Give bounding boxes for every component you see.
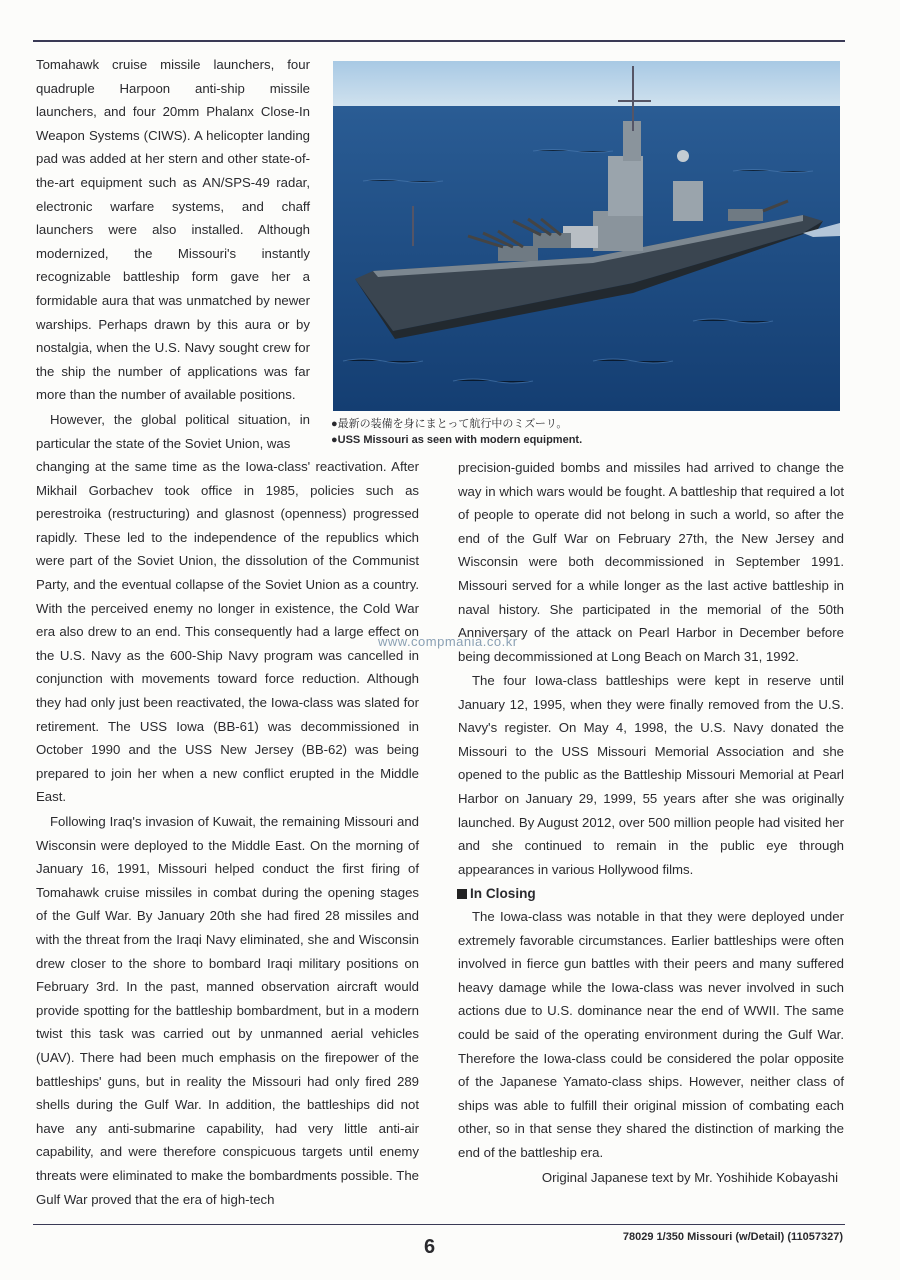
photo-caption-english: ●USS Missouri as seen with modern equipment. [331,434,583,446]
right-column-paragraph-1: precision-guided bombs and missiles had arrived to change the way in which wars would be fought. A battleship that required a lot of people to operate did not belong in such a world, so after the end of the Gulf War on February 27th, the New Jersey and Wisconsin were both decommissioned in September 1991. Missouri served for a while longer as the last active battleship in naval history. She participated in the memorial of the 50th Anniversary of the attack on Pearl Harbor in December before being decommissioned at Long Beach on March 31, 1992. [458,460,844,664]
section-heading [457,884,536,904]
top-rule [33,40,845,42]
section-heading-text: In Closing [470,886,536,901]
left-column-paragraph-3: Following Iraq's invasion of Kuwait, the remaining Missouri and Wisconsin were deployed to the Middle East. On the morning of January 16, 1991, Missouri helped conduct the first firing of Tomahawk cruise missiles in combat during the opening stages of the Gulf War. By January 20th she had fired 28 missiles and with the threat from the Iraqi Navy eliminated, she and Wisconsin drew closer to the shore to bombard Iraqi military positions on February 3rd. In the past, manned observation aircraft would provide spotting for the battleship bombardment, but in a modern twist this task was carried out by unmanned aerial vehicles (UAV). There had been much emphasis on the firepower of the battleships' guns, but in reality the Missouri had only fired 289 shells during the Gulf War. In addition, the battleships did not have any anti-submarine capability, had very little anti-air capability, and were therefore conspicuous targets until enemy threats were eliminated to make the bombardments possible. The Gulf War proved that the era of high-tech [36,814,419,1207]
bottom-rule [33,1224,845,1225]
photo-caption-japanese: ●最新の装備を身にまとって航行中のミズーリ。 [331,418,568,430]
left-top-paragraph-2-start: However, the global political situation, in particular the state of the Soviet Union, was [36,412,310,451]
photo-caption [331,416,611,448]
product-code: 78029 1/350 Missouri (w/Detail) (11057327) [622,1231,843,1243]
page-number: 6 [424,1236,436,1258]
square-bullet-icon [457,889,467,899]
right-column-paragraph-2: The four Iowa-class battleships were kept in reserve until January 12, 1995, when they were finally removed from the U.S. Navy's register. On May 4, 1998, the U.S. Navy donated the Missouri to the USS Missouri Memorial Association and she opened to the public as the Battleship Missouri Memorial at Pearl Harbor on January 29, 1999, 55 years after she was originally launched. By August 2012, over 500 million people had visited her and she continued to remain in the public eye through appearances in various Hollywood films. [458,673,844,877]
battleship-photo [333,61,840,411]
left-top-paragraph-1: Tomahawk cruise missile launchers, four quadruple Harpoon anti-ship missile launchers, and four 20mm Phalanx Close-In Weapon Systems (CIWS). A helicopter landing pad was added at her stern and other state-of-the-art equipment such as AN/SPS-49 radar, electronic warfare systems, and chaff launchers were also installed. Although modernized, the Missouri's instantly recognizable battleship form gave her a formidable aura that was unmatched by newer warships. Perhaps drawn by this aura or by nostalgia, when the U.S. Navy sought crew for the ship the number of applications was far more than the number of available positions. [36,57,310,403]
watermark: www.compmania.co.kr [378,634,518,649]
left-column-paragraph-2: changing at the same time as the Iowa-class' reactivation. After Mikhail Gorbachev took office in 1985, policies such as perestroika (restructuring) and glasnost (openness) progressed rapidly. These led to the independence of the republics which were part of the Soviet Union, the dissolution of the Communist Party, and the eventual collapse of the Soviet Union as a country. With the perceived enemy no longer in existence, the Cold War era also drew to an end. This consequently had a large effect on the U.S. Navy as the 600-Ship Navy program was cancelled in conjunction with movements toward force reduction. Although they had only just been reactivated, the Iowa-class was slated for retirement. The USS Iowa (BB-61) was decommissioned in October 1990 and the USS New Jersey (BB-62) was being prepared to join her when a new conflict erupted in the Middle East. [36,459,419,805]
author-credit: Original Japanese text by Mr. Yoshihide Kobayashi [541,1170,838,1185]
right-column-paragraph-3: The Iowa-class was notable in that they were deployed under extremely favorable circumstances. Earlier battleships were often involved in fierce gun battles with their peers and many suffered heavy damage while the Iowa-class was never involved in such actions due to U.S. dominance near the end of WWII. The same could be said of the operating environment during the Gulf War. Therefore the Iowa-class could be considered the polar opposite of the Japanese Yamato-class ships. However, neither class of ships was able to fulfill their original mission of combating each other, so in that sense they shared the distinction of marking the end of the battleship era. [458,909,844,1160]
